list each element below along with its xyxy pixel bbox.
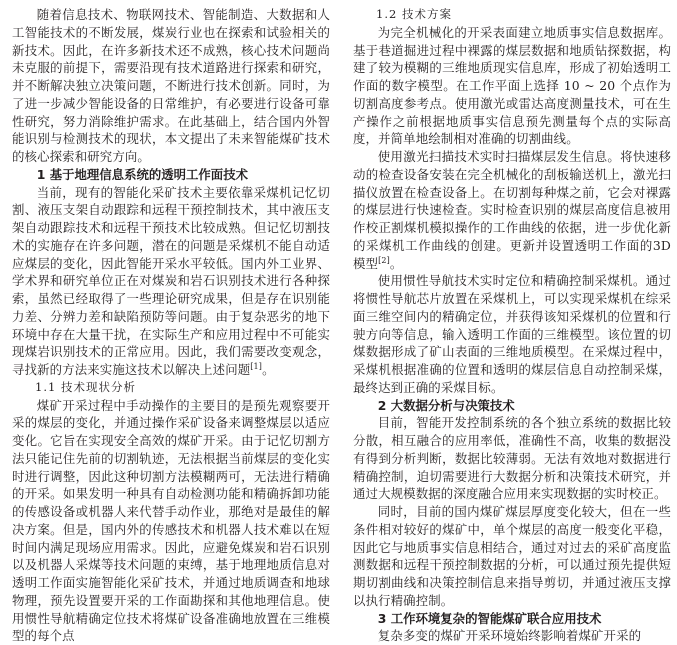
section-1-2-paragraph-a: 为完全机械化的开采表面建立地质事实信息数据库。基于巷道掘进过程中裸露的煤层数据和地质钻探数据，构建了较为模糊的三维地质现实信息库，形成了初始透明工作面的数字模型。在工作平面上选择 10 ~ 20 个点作为切割高度参考点。使用激光或雷达高度测量技术，可在生产操作之前根据地质事实信息预先测量每个点的实际高度，并简单地绘制相对准确的切割曲线。 <box>353 24 671 148</box>
section-2-paragraph-a: 目前，智能开发控制系统的各个独立系统的数据比较分散，相互融合的应用率低，准确性不高，收集的数据没有得到分析判断，数据比较薄弱。无法有效地对数据进行精确控制，迫切需要进行大数据分析和决策技术研究，并通过大规模数据的深度融合应用来实现数据的实时校正。 <box>353 414 671 503</box>
section-3-heading: 3 工作环境复杂的智能煤矿联合应用技术 <box>353 610 671 628</box>
section-1-paragraph-end: 。 <box>262 362 275 377</box>
citation-2: [2] <box>378 255 390 264</box>
section-1-2-paragraph-b <box>353 148 671 272</box>
right-column <box>353 6 671 645</box>
left-column <box>12 6 330 645</box>
section-1-2-heading: 1.2 技术方案 <box>353 6 671 24</box>
section-2-paragraph-b: 同时，目前的国内煤矿煤层厚度变化较大，但在一些条件相对较好的煤矿中，单个煤层的高度一般变化平稳，因此它与地质事实信息相结合，通过对过去的采矿高度监测数据和远程干预控制数据的分析，可以通过预先提供短期切割曲线和决策控制信息来指导剪切，并通过液压支撑以执行精确控制。 <box>353 503 671 610</box>
section-3-paragraph: 复杂多变的煤矿开采环境始终影响着煤矿开采的 <box>353 627 671 645</box>
section-1-1-paragraph: 煤矿开采过程中手动操作的主要目的是预先观察要开采的煤层的变化，并通过操作采矿设备来调整煤层以适应变化。它旨在实现安全高效的煤矿开采。由于记忆切割方法只能记住先前的切割轨迹，无法根据当前煤层的变化实时进行调整，因此这种切割方法模糊两可，无法进行精确的开采。如果发明一种具有自动检测功能和精确拆卸功能的传感设备或机器人来代替手动作业，那绝对是最佳的解决方案。但是，国内外的传感技术和机器人技术难以在短时间内满足现场应用需求。因此，应避免煤炭和岩石识别以及机器人采煤等技术问题的束缚，基于地理地质信息对透明工作面实施智能化采矿技术，并通过地质调查和地球物理，预先设置要开采的工作面勘探和其他地理信息。使用惯性导航精确定位技术将煤矿设备准确地放置在三维模型的每个点 <box>12 397 330 645</box>
section-1-2-paragraph-c: 使用惯性导航技术实时定位和精确控制采煤机。通过将惯性导航芯片放置在采煤机上，可以实现采煤机在综采面三维空间内的精确定位，并获得该知采煤机的位置和行驶方向等信息，输入透明工作面的三维模型。该位置的切煤数据形成了矿山表面的三维地质模型。在采煤过程中，采煤机根据准确的位置和透明的煤层信息自动控制采煤，最终达到正确的采煤目标。 <box>353 272 671 396</box>
section-1-1-heading: 1.1 技术现状分析 <box>12 379 330 397</box>
section-1-paragraph-text: 当前，现有的智能化采矿技术主要依靠采煤机记忆切割、液压支架自动跟踪和远程干预控制技术，其中液压支架自动跟踪技术和远程干预技术比较成熟。但记忆切割技术的实施存在许多问题，潜在的问题是采煤机不能自动适应煤层的变化，因此智能开采水平较低。国内外工业界、学术界和研究单位正在对煤炭和岩石识别技术进行各种探索，虽然已经取得了一些理论研究成果，但是存在识别能力差、分辨力差和缺陷预防等问题。由于复杂恶劣的地下环境中存在大量干扰，在实际生产和应用过程中不可能实现煤岩识别技术的正常应用。因此，我们需要改变观念，寻找新的方法来实施这技术以解决上述问题 <box>12 185 330 378</box>
section-2-heading: 2 大数据分析与决策技术 <box>353 397 671 415</box>
section-1-heading: 1 基于地理信息系统的透明工作面技术 <box>12 166 330 184</box>
section-1-2-paragraph-b-text: 使用激光扫描技术实时扫描煤层发生信息。将快速移动的检查设备安装在完全机械化的刮板输送机上，激光扫描仪放置在检查设备上。在切割每种煤之前，它会对裸露的煤层进行快速检查。实时检查识别的煤层高度信息被用作校正割煤机模拟操作的工作曲线的依据，进一步优化新的采煤机工作曲线的创建。更新并设置透明工作面的3D 模型 <box>353 149 671 271</box>
intro-paragraph: 随着信息技术、物联网技术、智能制造、大数据和人工智能技术的不断发展，煤炭行业也在探索和试验相关的新技术。因此，在许多新技术还不成熟，核心技术问题尚未克服的前提下，需要沿现有技术道路进行探索和研究，并不断解决独立决策问题，不断进行技术创新。同时，为了进一步减少智能设备的日常维护，有必要进行设备可靠性研究，努力消除维护需求。在此基础上，结合国内外智能识别与检测技术的现状，本文提出了未来智能煤矿技术的核心探索和研究方向。 <box>12 6 330 166</box>
citation-1: [1] <box>250 362 262 371</box>
section-1-2-paragraph-b-end: 。 <box>390 256 403 271</box>
section-1-paragraph <box>12 184 330 379</box>
